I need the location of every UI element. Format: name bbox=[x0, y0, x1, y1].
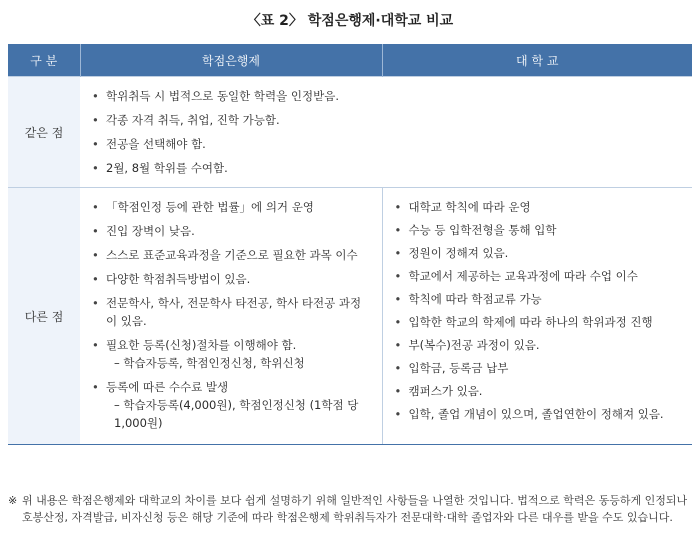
list-item: • 전공을 선택해야 함. bbox=[80, 135, 692, 153]
item-text: 다양한 학점취득방법이 있음. bbox=[106, 272, 251, 286]
table-row-diff bbox=[8, 188, 692, 445]
university-diff-list bbox=[383, 188, 693, 434]
list-item bbox=[80, 222, 382, 240]
list-item: • 입학한 학교의 학제에 따라 하나의 학위과정 진행 bbox=[383, 313, 693, 331]
list-item: • 학위취득 시 법적으로 동일한 학력을 인정받음. bbox=[80, 87, 692, 105]
university-diff-cell bbox=[382, 188, 692, 445]
list-item: • 학칙에 따라 학점교류 가능 bbox=[383, 290, 693, 308]
table-header-row bbox=[8, 44, 692, 77]
list-item bbox=[80, 294, 382, 330]
list-item: • 대학교 학칙에 따라 운영 bbox=[383, 198, 693, 216]
list-item: • 입학, 졸업 개념이 있으며, 졸업연한이 정해져 있음. bbox=[383, 405, 693, 423]
row-label-same: 같은 점 bbox=[8, 77, 80, 188]
list-item bbox=[80, 198, 382, 216]
item-text: 등록에 따른 수수료 발생 bbox=[106, 380, 229, 394]
header-category: 구 분 bbox=[8, 44, 80, 77]
note-mark: ※ bbox=[8, 494, 18, 507]
list-item: • 각종 자격 취득, 취업, 진학 가능함. bbox=[80, 111, 692, 129]
header-university: 대 학 교 bbox=[382, 44, 692, 77]
list-item: • 수능 등 입학전형을 통해 입학 bbox=[383, 221, 693, 239]
row-label-diff: 다른 점 bbox=[8, 188, 80, 445]
item-subtext: – 학습자등록, 학점인정신청, 학위신청 bbox=[114, 356, 305, 370]
item-subtext: – 학습자등록(4,000원), 학점인정신청 (1학점 당 1,000원) bbox=[114, 398, 359, 430]
header-credit-bank: 학점은행제 bbox=[80, 44, 382, 77]
list-item bbox=[80, 336, 382, 372]
credit-bank-diff-cell bbox=[80, 188, 382, 445]
credit-bank-diff-list bbox=[80, 188, 382, 444]
list-item bbox=[80, 246, 382, 264]
item-text: 「학점인정 등에 관한 법률」에 의거 운영 bbox=[106, 200, 314, 214]
item-text: 스스로 표준교육과정을 기준으로 필요한 과목 이수 bbox=[106, 248, 358, 262]
document-title: 〈표 2〉 학점은행제·대학교 비교 bbox=[246, 13, 454, 29]
table-row-same bbox=[8, 77, 692, 188]
footnote bbox=[8, 492, 692, 526]
item-text: 진입 장벽이 낮음. bbox=[106, 224, 195, 238]
list-item bbox=[80, 270, 382, 288]
note-text: 위 내용은 학점은행제와 대학교의 차이를 보다 쉽게 설명하기 위해 일반적인 사항들을 나열한 것입니다. 법적으로 학력은 동등하게 인정되나 호봉산정, 자격발급, 비자신청 등은 해당 기준에 따라 학점은행제 학위취득자가 전문대학·대학 졸업자와 다른 대우를 받을 수도 있습니다. bbox=[22, 494, 688, 524]
item-text: 필요한 등록(신청)절차를 이행해야 함. bbox=[106, 338, 297, 352]
item-text: 전문학사, 학사, 전문학사 타전공, 학사 타전공 과정이 있음. bbox=[106, 296, 362, 328]
same-points-cell bbox=[80, 77, 692, 188]
list-item: • 입학금, 등록금 납부 bbox=[383, 359, 693, 377]
list-item: • 학교에서 제공하는 교육과정에 따라 수업 이수 bbox=[383, 267, 693, 285]
list-item: • 캠퍼스가 있음. bbox=[383, 382, 693, 400]
same-points-list bbox=[80, 77, 692, 187]
comparison-table bbox=[8, 44, 692, 445]
list-item bbox=[80, 378, 382, 432]
list-item: • 2월, 8월 학위를 수여함. bbox=[80, 159, 692, 177]
list-item: • 부(복수)전공 과정이 있음. bbox=[383, 336, 693, 354]
list-item: • 정원이 정해져 있음. bbox=[383, 244, 693, 262]
